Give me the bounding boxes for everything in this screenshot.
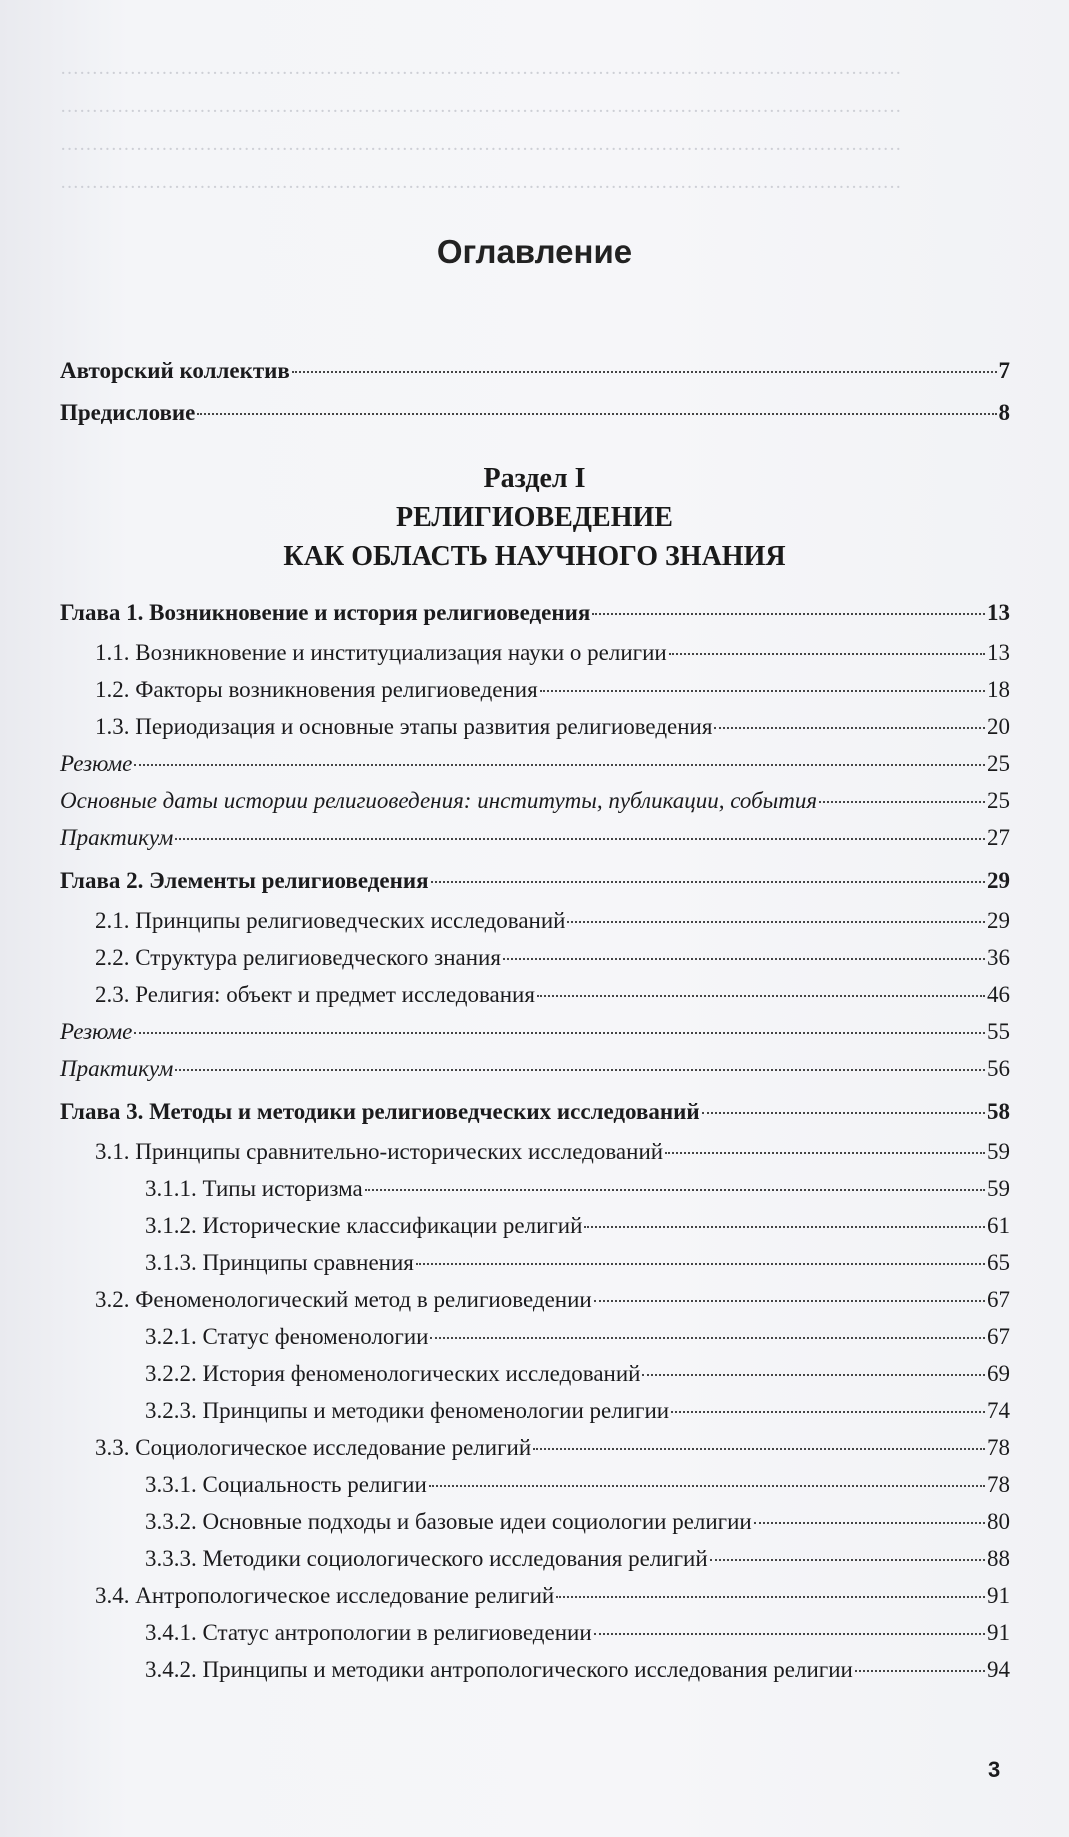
toc-entry [60, 825, 1010, 851]
section-title-line2: КАК ОБЛАСТЬ НАУЧНОГО ЗНАНИЯ [283, 541, 786, 572]
leader-dots [503, 958, 985, 960]
leader-dots [710, 1559, 985, 1561]
toc-entry [145, 1657, 1010, 1683]
toc-entry-title: 2.2. Структура религиоведческого знания [95, 945, 501, 970]
leader-dots [197, 413, 996, 415]
chapter-entry [60, 600, 1010, 626]
toc-entry [95, 1287, 1010, 1313]
toc-entry [145, 1509, 1010, 1535]
leader-dots [714, 727, 985, 729]
toc-entry-page: 69 [987, 1361, 1010, 1386]
toc-entry [60, 1019, 1010, 1045]
toc-entry-title: 3.1.3. Принципы сравнения [145, 1250, 414, 1275]
toc-entry-page: 78 [987, 1472, 1010, 1497]
toc-entry [145, 1324, 1010, 1350]
toc-entry-title: 3.4.1. Статус антропологии в религиоведении [145, 1620, 592, 1645]
toc-entry [60, 400, 1010, 426]
toc-entry-page: 59 [987, 1139, 1010, 1164]
leader-dots [754, 1522, 985, 1524]
toc-entry-page: 56 [987, 1056, 1010, 1081]
toc-entry [95, 1583, 1010, 1609]
leader-dots [540, 690, 985, 692]
toc-entry [145, 1472, 1010, 1498]
toc-entry-title: 3.2. Феноменологический метод в религиоведении [95, 1287, 592, 1312]
toc-entry [145, 1361, 1010, 1387]
toc-entry [145, 1250, 1010, 1276]
toc-entry-title: 3.2.3. Принципы и методики феноменологии религии [145, 1398, 670, 1423]
leader-dots [175, 1069, 985, 1071]
toc-entry-title: 3.1.2. Исторические классификации религий [145, 1213, 583, 1238]
toc-entry-page: 18 [987, 677, 1010, 702]
toc-entry [95, 1435, 1010, 1461]
toc-entry [145, 1176, 1010, 1202]
toc-entry-title: 1.3. Периодизация и основные этапы развития религиоведения [95, 714, 713, 739]
toc-heading: Оглавление [436, 233, 633, 270]
leader-dots [671, 1411, 985, 1413]
toc-entry-title: 3.3. Социологическое исследование религий [95, 1435, 532, 1460]
toc-entry-page: 59 [987, 1176, 1010, 1201]
toc-entry [95, 677, 1010, 703]
toc-entry-title: 3.2.2. История феноменологических исследований [145, 1361, 641, 1386]
leader-dots [567, 921, 985, 923]
toc-entry-page: 29 [987, 868, 1010, 893]
toc-entry-title: 3.3.3. Методики социологического исследования религий [145, 1546, 708, 1571]
leader-dots [584, 1226, 985, 1228]
toc-entry-title: 3.4.2. Принципы и методики антропологического исследования религии [145, 1657, 853, 1682]
toc-entry-page: 27 [987, 825, 1010, 850]
toc-entry-title: 3.3.2. Основные подходы и базовые идеи социологии религии [145, 1509, 752, 1534]
toc-entry-page: 61 [987, 1213, 1010, 1238]
leader-dots [592, 613, 985, 615]
toc-entry [95, 945, 1010, 971]
toc-entry-title: 1.2. Факторы возникновения религиоведения [95, 677, 538, 702]
toc-entry-title: Практикум [60, 1056, 174, 1081]
toc-entry-title: 1.1. Возникновение и институциализация науки о религии [95, 640, 667, 665]
toc-entry-title: 2.3. Религия: объект и предмет исследования [95, 982, 535, 1007]
toc-entry-title: 3.3.1. Социальность религии [145, 1472, 427, 1497]
toc-entry-page: 29 [987, 908, 1010, 933]
leader-dots [416, 1263, 985, 1265]
toc-entry [60, 1056, 1010, 1082]
toc-entry [95, 640, 1010, 666]
toc-entry-page: 80 [987, 1509, 1010, 1534]
leader-dots [702, 1112, 985, 1114]
toc-entry [95, 714, 1010, 740]
leader-dots [134, 764, 985, 766]
leader-dots [594, 1300, 985, 1302]
leader-dots [594, 1633, 985, 1635]
toc-entry-page: 91 [987, 1620, 1010, 1645]
leader-dots [669, 653, 985, 655]
toc-entry-title: 2.1. Принципы религиоведческих исследований [95, 908, 566, 933]
leader-dots [642, 1374, 985, 1376]
toc-entry-title: Глава 1. Возникновение и история религиоведения [60, 600, 591, 625]
toc-entry-page: 13 [987, 600, 1010, 625]
toc-entry-title: Глава 3. Методы и методики религиоведческих исследований [60, 1099, 700, 1124]
toc-entry-page: 25 [987, 751, 1010, 776]
toc-entry-page: 7 [998, 358, 1010, 383]
leader-dots [665, 1152, 985, 1154]
toc-entry-title: Основные даты истории религиоведения: институты, публикации, события [60, 788, 818, 813]
toc-entry [145, 1546, 1010, 1572]
leader-dots [431, 881, 985, 883]
toc-entry-title: 3.4. Антропологическое исследование религий [95, 1583, 555, 1608]
leader-dots [429, 1485, 985, 1487]
toc-entry [145, 1213, 1010, 1239]
leader-dots [537, 995, 985, 997]
toc-entry-page: 78 [987, 1435, 1010, 1460]
toc-entry-page: 55 [987, 1019, 1010, 1044]
leader-dots [533, 1448, 985, 1450]
toc-entry-page: 25 [987, 788, 1010, 813]
toc-entry-page: 58 [987, 1099, 1010, 1124]
toc-entry-page: 88 [987, 1546, 1010, 1571]
bleed-through-text: ····································································································································· ····································································································································· ····································································································································· ····································································································································· [60, 63, 902, 198]
toc-entry [60, 751, 1010, 777]
toc-entry-page: 13 [987, 640, 1010, 665]
toc-entry-title: Резюме [60, 751, 133, 776]
toc-entry-title: Глава 2. Элементы религиоведения [60, 868, 429, 893]
chapter-entry [60, 1099, 1010, 1125]
toc-entry [95, 982, 1010, 1008]
toc-entry-page: 65 [987, 1250, 1010, 1275]
toc-entry [60, 788, 1010, 814]
page-number: 3 [988, 1757, 1001, 1782]
leader-dots [134, 1032, 985, 1034]
toc-entry [95, 908, 1010, 934]
toc-entry-title: Предисловие [60, 400, 196, 425]
toc-entry-page: 94 [987, 1657, 1010, 1682]
toc-entry-page: 91 [987, 1583, 1010, 1608]
toc-entry-title: 3.1. Принципы сравнительно-исторических исследований [95, 1139, 664, 1164]
toc-entry [145, 1620, 1010, 1646]
toc-entry [145, 1398, 1010, 1424]
toc-entry-page: 20 [987, 714, 1010, 739]
leader-dots [819, 801, 985, 803]
leader-dots [292, 371, 997, 373]
toc-entry-page: 46 [987, 982, 1010, 1007]
toc-entry-page: 67 [987, 1287, 1010, 1312]
toc-entry-title: Авторский коллектив [60, 358, 290, 383]
leader-dots [855, 1670, 985, 1672]
toc-entry-title: 3.2.1. Статус феноменологии [145, 1324, 429, 1349]
toc-entry [60, 358, 1010, 384]
toc-entry-title: Резюме [60, 1019, 133, 1044]
leader-dots [365, 1189, 985, 1191]
toc-entry-title: Практикум [60, 825, 174, 850]
section-title-line1: РЕЛИГИОВЕДЕНИЕ [396, 502, 673, 533]
toc-entry-title: 3.1.1. Типы историзма [145, 1176, 363, 1201]
chapter-entry [60, 868, 1010, 894]
leader-dots [556, 1596, 985, 1598]
section-label: Раздел I [483, 463, 586, 494]
toc-entry [95, 1139, 1010, 1165]
toc-entry-page: 36 [987, 945, 1010, 970]
toc-entry-page: 74 [987, 1398, 1010, 1423]
leader-dots [430, 1337, 985, 1339]
toc-entry-page: 67 [987, 1324, 1010, 1349]
toc-entry-page: 8 [998, 400, 1010, 425]
leader-dots [175, 838, 985, 840]
